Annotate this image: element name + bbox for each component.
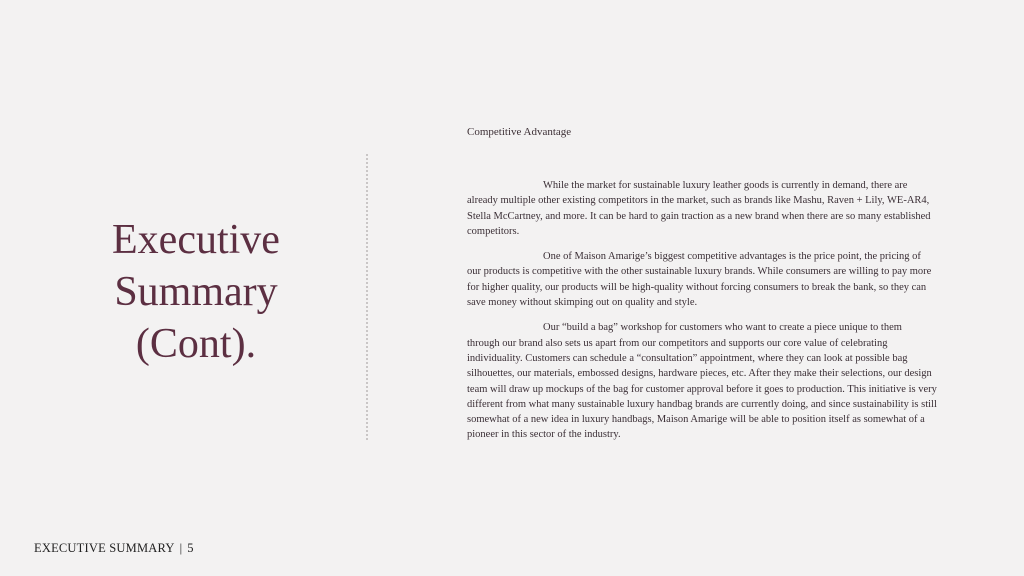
- dotted-divider: [366, 154, 368, 440]
- slide-title-line: Summary: [114, 269, 278, 315]
- paragraph-pricing: One of Maison Amarige’s biggest competitive advantages is the price point, the pricing of our products is competitive with the other sustainable luxury brands. While consumers are willing to pay more for higher quality, our products will be high-quality without forcing consumers to break the bank, so they can save money without skimping out on quality and style.: [467, 251, 932, 309]
- page-number: 5: [187, 541, 194, 555]
- footer-label: EXECUTIVE SUMMARY: [34, 541, 175, 555]
- footer-separator: |: [179, 541, 183, 555]
- slide-title-line: Executive: [112, 217, 280, 263]
- footer: [34, 541, 194, 556]
- paragraph-build-a-bag: Our “build a bag” workshop for customers who want to create a piece unique to them through our brand also sets us apart from our competitors and supports our core value of celebrating individuality. Customers can schedule a “consultation” appointment, where they can look at possible bag silhouettes, our materials, embossed designs, hardware pieces, etc. After they make their selections, our design team will draw up mockups of the bag for customer approval before it goes to production. This initiative is very different from what many sustainable luxury handbag brands are currently doing, and since sustainability is still somewhat of a new idea in luxury handbags, Maison Amarige will be able to position itself as somewhat of a pioneer in this sector of the industry.: [467, 322, 937, 441]
- slide-title: [86, 214, 306, 370]
- body-text: [467, 178, 937, 453]
- paragraph-market: While the market for sustainable luxury leather goods is currently in demand, there are already multiple other existing competitors in the market, such as brands like Mashu, Raven + Lily, WE-AR4, Stella McCartney, and more. It can be hard to gain traction as a new brand when there are so many established competitors.: [467, 180, 931, 237]
- slide-title-line: (Cont).: [135, 321, 257, 367]
- section-heading: Competitive Advantage: [467, 126, 572, 138]
